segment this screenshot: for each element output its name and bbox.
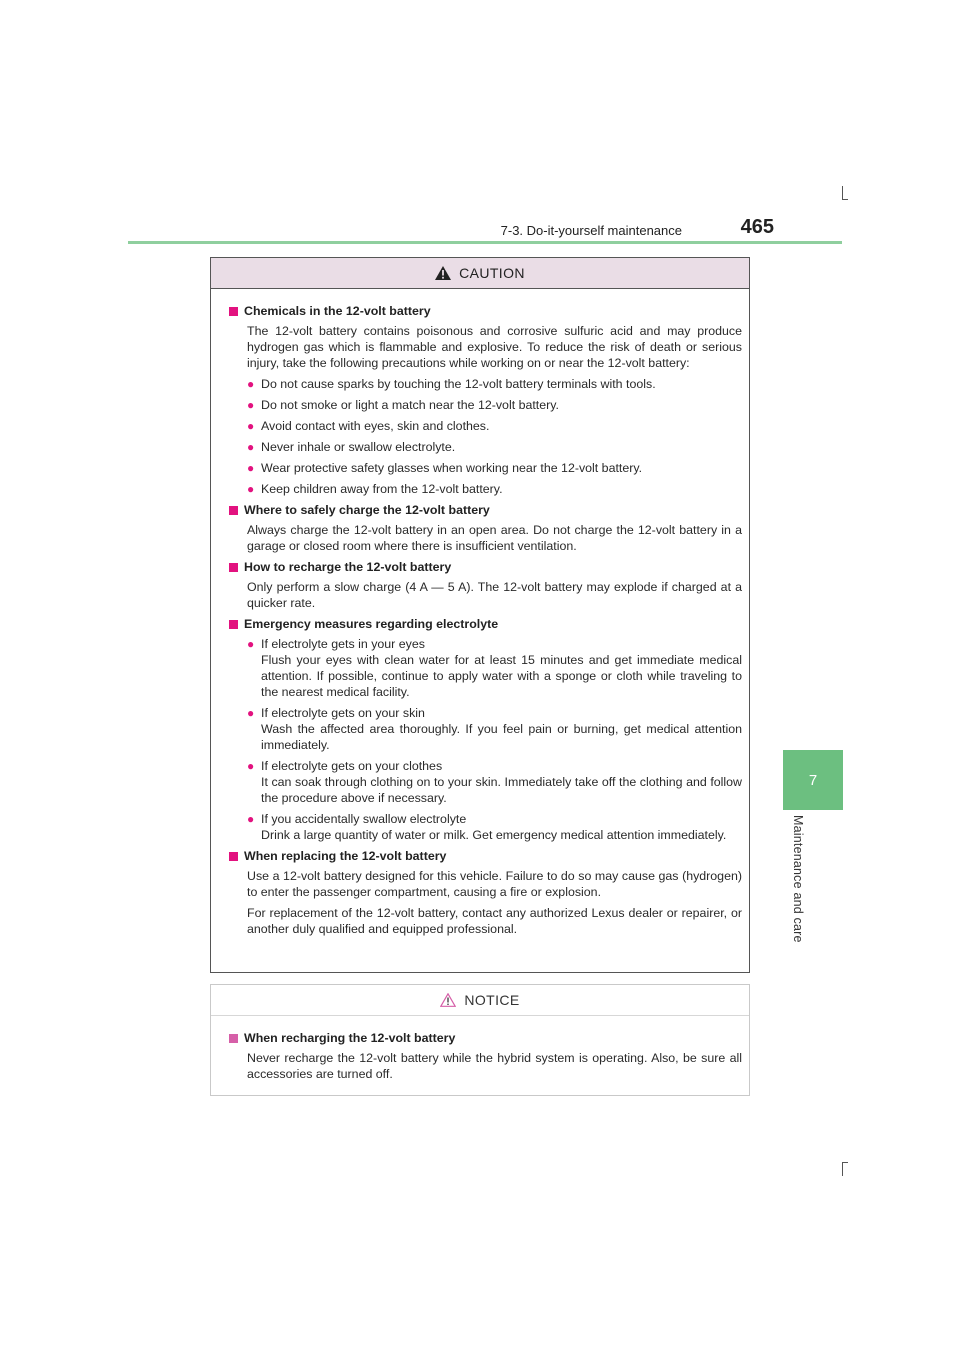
square-bullet-icon — [229, 307, 238, 316]
square-bullet-icon — [229, 620, 238, 629]
bullet-text: Do not cause sparks by touching the 12-volt battery terminals with tools. — [261, 377, 656, 391]
round-bullet-icon: ● — [247, 398, 255, 412]
chapter-label — [783, 815, 813, 965]
caution-title: CAUTION — [459, 265, 525, 281]
header-section-title: 7-3. Do-it-yourself maintenance — [500, 223, 682, 238]
crop-mark-top-h — [842, 199, 848, 200]
warning-triangle-outline-icon — [440, 993, 456, 1007]
notice-title: NOTICE — [464, 992, 520, 1008]
bullet-item — [247, 481, 742, 497]
round-bullet-icon: ● — [247, 482, 255, 496]
bullet-title: If you accidentally swallow electrolyte — [261, 812, 467, 826]
bullet-title: If electrolyte gets in your eyes — [261, 637, 425, 651]
bullet-item — [247, 397, 742, 413]
section-heading — [229, 616, 742, 632]
round-bullet-icon: ● — [247, 706, 255, 720]
round-bullet-icon: ● — [247, 440, 255, 454]
section — [229, 848, 742, 937]
bullet-body — [261, 418, 742, 434]
section-heading — [229, 559, 742, 575]
section — [229, 502, 742, 554]
section — [229, 1030, 742, 1082]
section — [229, 616, 742, 843]
bullet-text: Wash the affected area thoroughly. If you feel pain or burning, get medical attention immediately. — [261, 722, 742, 752]
round-bullet-icon: ● — [247, 461, 255, 475]
bullet-text: Wear protective safety glasses when working near the 12-volt battery. — [261, 461, 643, 475]
section — [229, 559, 742, 611]
section-heading-text: Emergency measures regarding electrolyte — [244, 617, 499, 631]
section-paragraph: For replacement of the 12-volt battery, contact any authorized Lexus dealer or repairer, or another duly qualified and equipped professional. — [247, 906, 742, 936]
bullet-text: Never inhale or swallow electrolyte. — [261, 440, 456, 454]
bullet-body — [261, 481, 742, 497]
notice-header — [211, 985, 749, 1016]
section-heading-text: When replacing the 12-volt battery — [244, 849, 447, 863]
bullet-body — [261, 439, 742, 455]
round-bullet-icon: ● — [247, 419, 255, 433]
notice-box — [210, 984, 750, 1096]
round-bullet-icon: ● — [247, 637, 255, 651]
bullet-item — [247, 439, 742, 455]
square-bullet-icon — [229, 852, 238, 861]
square-bullet-icon — [229, 506, 238, 515]
bullet-item — [247, 758, 742, 806]
crop-mark-bottom — [842, 1162, 843, 1176]
section-heading-text: When recharging the 12-volt battery — [244, 1031, 456, 1045]
round-bullet-icon: ● — [247, 812, 255, 826]
bullet-text: It can soak through clothing on to your skin. Immediately take off the clothing and follow the procedure above if necessary. — [261, 775, 742, 805]
bullet-text: Keep children away from the 12-volt battery. — [261, 482, 503, 496]
bullet-body — [261, 460, 742, 476]
section-paragraph: Only perform a slow charge (4 A — 5 A). The 12-volt battery may explode if charged at a quicker rate. — [247, 580, 742, 610]
section — [229, 303, 742, 497]
section-heading — [229, 502, 742, 518]
section-heading-text: How to recharge the 12-volt battery — [244, 560, 452, 574]
bullet-text: Do not smoke or light a match near the 12-volt battery. — [261, 398, 559, 412]
warning-triangle-icon — [435, 266, 451, 280]
section-paragraph: Use a 12-volt battery designed for this vehicle. Failure to do so may cause gas (hydrogen) to enter the passenger compartment, causing a fire or explosion. — [247, 869, 742, 899]
header-rule — [128, 241, 842, 244]
notice-body — [211, 1016, 749, 1082]
section-heading-text: Where to safely charge the 12-volt battery — [244, 503, 490, 517]
square-bullet-icon — [229, 563, 238, 572]
bullet-body — [261, 376, 742, 392]
caution-body — [211, 289, 749, 937]
section-heading-text: Chemicals in the 12-volt battery — [244, 304, 431, 318]
square-bullet-icon — [229, 1034, 238, 1043]
caution-box — [210, 257, 750, 973]
bullet-item — [247, 460, 742, 476]
caution-header — [211, 258, 749, 289]
crop-mark-top — [842, 186, 843, 200]
section-heading — [229, 1030, 742, 1046]
round-bullet-icon: ● — [247, 377, 255, 391]
bullet-body — [261, 758, 742, 806]
section-heading — [229, 848, 742, 864]
section-paragraph: The 12-volt battery contains poisonous and corrosive sulfuric acid and may produce hydrogen gas which is flammable and explosive. To reduce the risk of death or serious injury, take the following precautions while working on or near the 12-volt battery: — [247, 324, 742, 370]
bullet-body — [261, 811, 742, 843]
bullet-body — [261, 705, 742, 753]
bullet-body — [261, 636, 742, 700]
chapter-number: 7 — [808, 771, 818, 789]
page-header — [128, 214, 842, 244]
bullet-title: If electrolyte gets on your clothes — [261, 759, 443, 773]
bullet-item — [247, 376, 742, 392]
bullet-item — [247, 636, 742, 700]
chapter-label-text: Maintenance and care — [791, 815, 805, 943]
round-bullet-icon: ● — [247, 759, 255, 773]
section-paragraph: Never recharge the 12-volt battery while the hybrid system is operating. Also, be sure all accessories are turned off. — [247, 1051, 742, 1081]
bullet-item — [247, 705, 742, 753]
bullet-body — [261, 397, 742, 413]
bullet-text: Avoid contact with eyes, skin and clothes. — [261, 419, 490, 433]
bullet-text: Drink a large quantity of water or milk. Get emergency medical attention immediately. — [261, 828, 727, 842]
crop-mark-bottom-h — [842, 1162, 848, 1163]
section-paragraph: Always charge the 12-volt battery in an open area. Do not charge the 12-volt battery in a garage or closed room where there is insufficient ventilation. — [247, 523, 742, 553]
page-number: 465 — [740, 216, 774, 238]
section-heading — [229, 303, 742, 319]
bullet-title: If electrolyte gets on your skin — [261, 706, 425, 720]
bullet-text: Flush your eyes with clean water for at least 15 minutes and get immediate medical attention. If possible, continue to apply water with a sponge or cloth while traveling to the nearest medical facility. — [261, 653, 742, 699]
bullet-item — [247, 811, 742, 843]
chapter-tab — [783, 750, 843, 810]
bullet-item — [247, 418, 742, 434]
